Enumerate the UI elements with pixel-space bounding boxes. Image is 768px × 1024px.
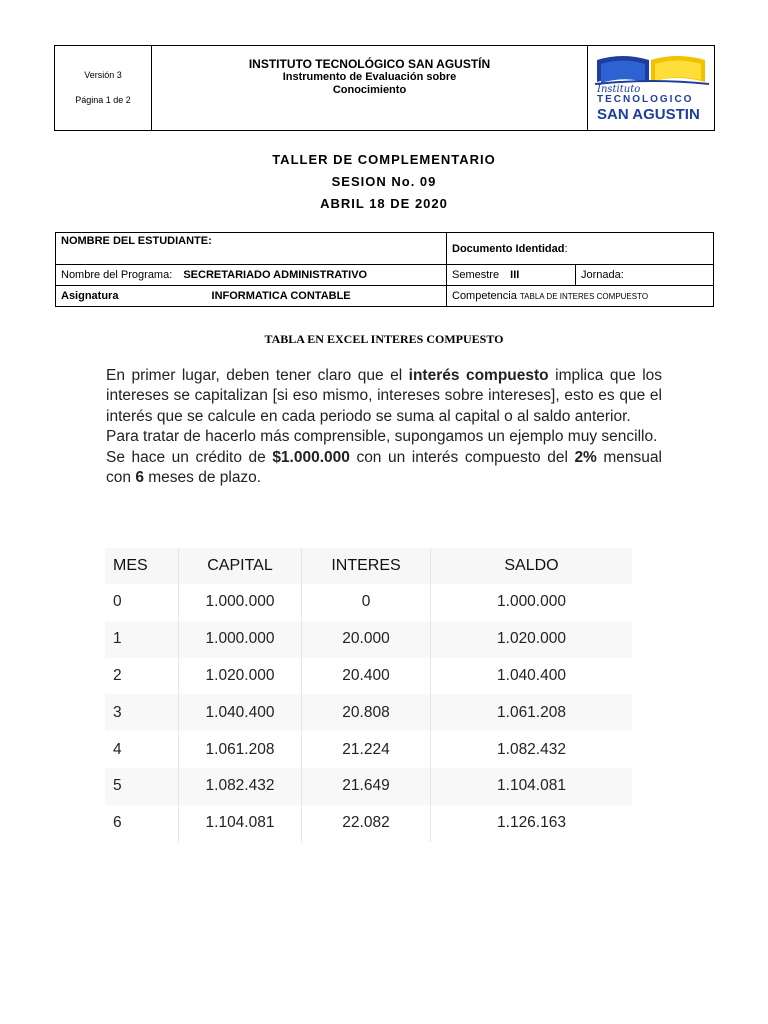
institution-name: INSTITUTO TECNOLÓGICO SAN AGUSTÍN [248, 57, 491, 71]
cell-capital: 1.040.400 [179, 694, 302, 731]
date-title: ABRIL 18 DE 2020 [320, 196, 448, 211]
cell-capital: 1.082.432 [179, 768, 302, 805]
session-title: SESION No. 09 [331, 174, 437, 189]
cell-saldo: 1.040.400 [431, 658, 633, 695]
student-name-cell [56, 233, 447, 265]
logo-script-text: Instituto [597, 84, 641, 95]
compound-interest-table [105, 548, 632, 842]
semester-value: III [510, 269, 520, 281]
subject-label: Asignatura [61, 290, 119, 302]
paragraph-1 [106, 366, 662, 427]
table-row [105, 768, 632, 805]
cell-capital: 1.000.000 [179, 584, 302, 621]
section-title: TABLA EN EXCEL INTERES COMPUESTO [264, 332, 504, 346]
workshop-title: TALLER DE COMPLEMENTARIO [272, 152, 496, 167]
student-name-label: NOMBRE DEL ESTUDIANTE: [61, 235, 212, 247]
p3-interest-rate: 2% [574, 448, 597, 466]
semester-label: Semestre [452, 269, 500, 281]
p3-text-c: con un interés compuesto del [349, 448, 575, 466]
paragraph-2: Para tratar de hacerlo más comprensible, supongamos un ejemplo muy sencillo. [106, 428, 658, 446]
header-version-cell [54, 45, 152, 131]
cell-saldo: 1.082.432 [431, 731, 633, 768]
p3-text-e: mensual con [106, 448, 662, 487]
student-info-table [55, 232, 714, 307]
cell-capital: 1.000.000 [179, 621, 302, 658]
instrument-line-1: Instrumento de Evaluación sobre [282, 71, 457, 83]
cell-mes: 4 [105, 731, 179, 768]
jornada-cell [576, 265, 714, 286]
p3-text-a: Se hace un crédito de [106, 448, 273, 466]
table-row [105, 621, 632, 658]
p3-months: 6 [135, 469, 144, 487]
p3-credit-amount: $1.000.000 [272, 448, 350, 466]
cell-saldo: 1.000.000 [431, 584, 633, 621]
cell-capital: 1.020.000 [179, 658, 302, 695]
subject-cell [56, 286, 447, 307]
cell-saldo: 1.104.081 [431, 768, 633, 805]
cell-capital: 1.104.081 [179, 805, 302, 842]
table-header-row [105, 548, 632, 584]
table-row [105, 658, 632, 695]
cell-interes: 20.400 [302, 658, 431, 695]
cell-mes: 5 [105, 768, 179, 805]
cell-interes: 22.082 [302, 805, 431, 842]
cell-mes: 0 [105, 584, 179, 621]
page-number-text: Página 1 de 2 [75, 95, 131, 105]
jornada-label: Jornada: [581, 269, 624, 281]
header-capital: CAPITAL [179, 548, 302, 584]
cell-saldo: 1.126.163 [431, 805, 633, 842]
cell-capital: 1.061.208 [179, 731, 302, 768]
cell-interes: 20.000 [302, 621, 431, 658]
competencia-value: TABLA DE INTERES COMPUESTO [519, 292, 649, 301]
instrument-line-2: Conocimiento [332, 84, 407, 96]
cell-interes: 21.649 [302, 768, 431, 805]
header-mes: MES [105, 548, 179, 584]
competencia-label: Competencia [452, 290, 517, 302]
document-id-cell [447, 233, 714, 265]
cell-interes: 21.224 [302, 731, 431, 768]
cell-interes: 0 [302, 584, 431, 621]
logo-text-tecnologico: TECNOLOGICO [597, 94, 694, 105]
p1-text-c: implica que los intereses se capitalizan [si eso mismo, intereses sobre intereses], esto es que el interés que se calcule en cada periodo se suma al capital o al saldo anterior. [106, 367, 663, 425]
competencia-cell [447, 286, 714, 307]
p1-bold-term: interés compuesto [408, 367, 549, 384]
paragraph-3 [106, 448, 662, 489]
institute-logo [593, 52, 711, 126]
semester-cell [447, 265, 576, 286]
cell-mes: 1 [105, 621, 179, 658]
subject-value: INFORMATICA CONTABLE [211, 290, 351, 302]
logo-text-san-agustin: SAN AGUSTIN [597, 106, 700, 123]
cell-saldo: 1.020.000 [431, 621, 633, 658]
p3-text-g: meses de plazo. [143, 469, 262, 487]
program-value: SECRETARIADO ADMINISTRATIVO [183, 269, 368, 281]
table-row [105, 584, 632, 621]
document-id-label: Documento Identidad [452, 242, 565, 255]
document-id-colon: : [564, 242, 568, 255]
header-interes: INTERES [302, 548, 431, 584]
cell-saldo: 1.061.208 [431, 694, 633, 731]
table-row [105, 694, 632, 731]
table-row [105, 805, 632, 842]
body-text [106, 366, 662, 488]
program-cell [56, 265, 447, 286]
cell-interes: 20.808 [302, 694, 431, 731]
cell-mes: 6 [105, 805, 179, 842]
p1-text-a: En primer lugar, deben tener claro que el [106, 367, 409, 384]
header-saldo: SALDO [431, 548, 633, 584]
version-text: Versión 3 [84, 70, 122, 80]
table-row [105, 731, 632, 768]
cell-mes: 3 [105, 694, 179, 731]
cell-mes: 2 [105, 658, 179, 695]
program-label: Nombre del Programa: [61, 269, 173, 281]
